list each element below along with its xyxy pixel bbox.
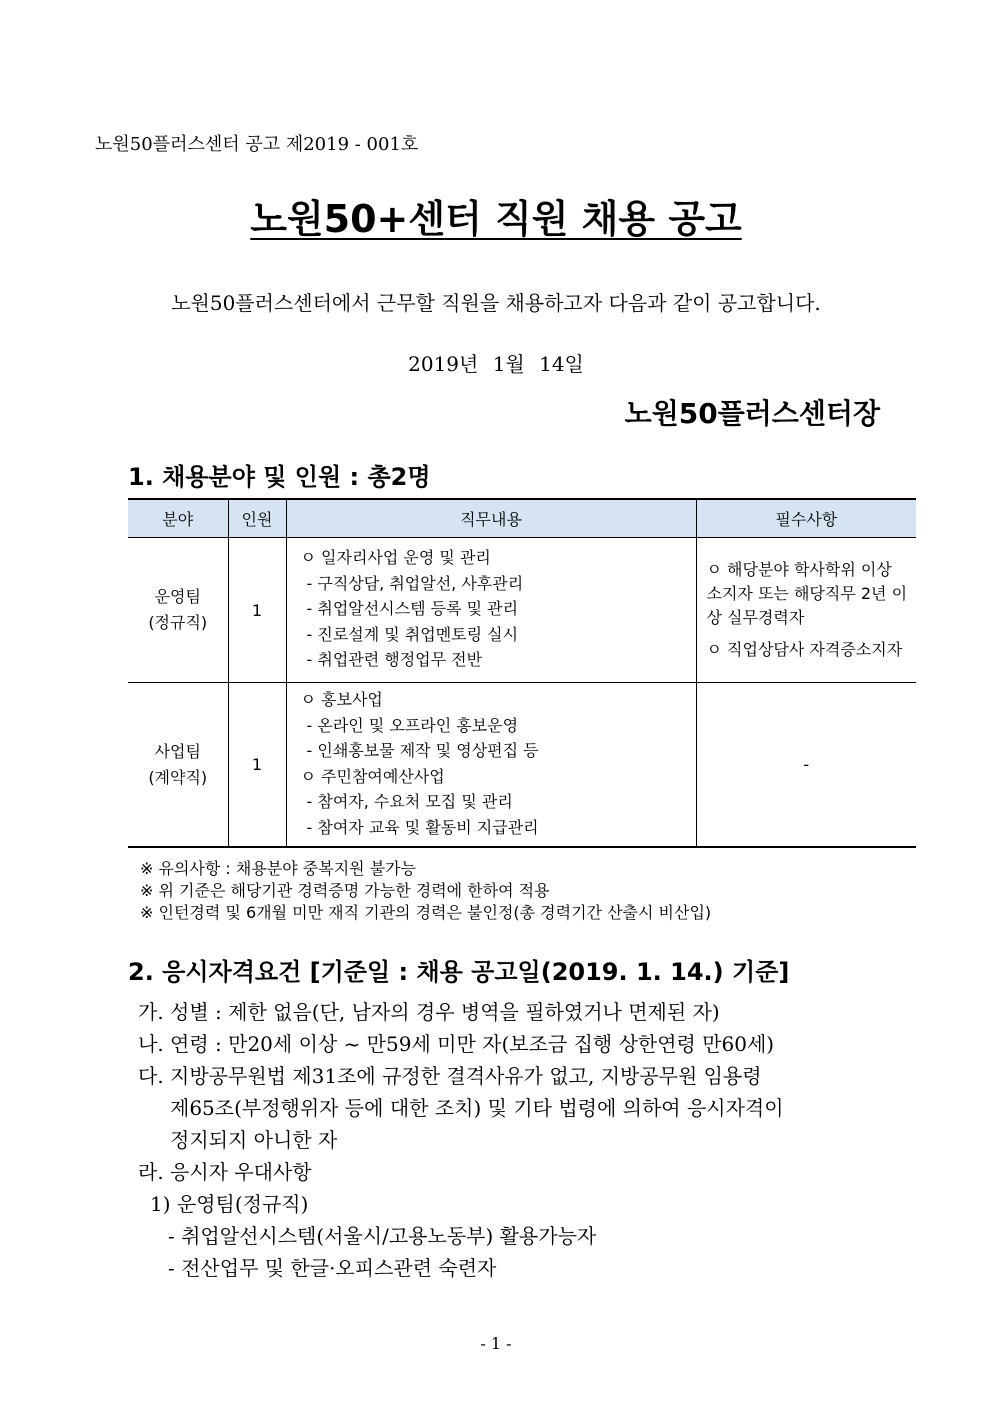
field-type: (계약직) xyxy=(148,767,208,787)
note-item: ※ 유의사항 : 채용분야 중복지원 불가능 xyxy=(140,859,417,878)
preference-item: - 전산업무 및 한글·오피스관련 숙련자 xyxy=(168,1256,497,1280)
duty-item: - 온라인 및 오프라인 홍보운영 xyxy=(306,715,519,735)
requirement-item: ㅇ 직업상담사 자격증소지자 xyxy=(706,640,903,659)
notice-date: 2019년 1월 14일 xyxy=(408,352,584,376)
qualification-item: 나. 연령 : 만20세 이상 ~ 만59세 미만 자(보조금 집행 상한연령 만60세) xyxy=(138,1032,775,1056)
field-type: (정규직) xyxy=(148,613,208,632)
qualification-item-continued: 제65조(부정행위자 등에 대한 조치) 및 기타 법령에 의하여 응시자격이 xyxy=(170,1096,784,1120)
column-header-field: 분야 xyxy=(128,499,228,538)
notice-number: 노원50플러스센터 공고 제2019 - 001호 xyxy=(95,134,419,155)
field-name: 사업팀 xyxy=(154,741,201,761)
note-item: ※ 인턴경력 및 6개월 미만 재직 기관의 경력은 불인정(총 경력기간 산출시 비산입) xyxy=(140,903,712,922)
preference-subheading: 1) 운영팀(정규직) xyxy=(150,1192,309,1216)
table-row xyxy=(128,538,916,683)
requirements-cell xyxy=(696,538,916,683)
column-header-requirements: 필수사항 xyxy=(696,499,916,538)
requirements-cell: - xyxy=(696,683,916,848)
duty-item: - 진로설계 및 취업멘토링 실시 xyxy=(306,624,519,644)
notes-block xyxy=(140,858,711,924)
section1-heading: 1. 채용분야 및 인원 : 총2명 xyxy=(128,463,431,491)
page-title xyxy=(0,188,992,243)
intro-text: 노원50플러스센터에서 근무할 직원을 채용하고자 다음과 같이 공고합니다. xyxy=(171,291,821,315)
duty-item: - 취업관련 행정업무 전반 xyxy=(306,650,483,670)
duties-cell xyxy=(286,538,696,683)
duty-item: ㅇ 주민참여예산사업 xyxy=(300,766,445,786)
field-name: 운영팀 xyxy=(154,587,201,606)
duty-item: - 참여자 교육 및 활동비 지급관리 xyxy=(306,817,539,837)
count-cell: 1 xyxy=(228,538,286,683)
field-cell xyxy=(128,538,228,683)
duty-item: - 참여자, 수요처 모집 및 관리 xyxy=(306,792,513,811)
duty-item: - 인쇄홍보물 제작 및 영상편집 등 xyxy=(306,741,539,760)
column-header-duties: 직무내용 xyxy=(286,499,696,538)
qualification-item: 다. 지방공무원법 제31조에 규정한 결격사유가 없고, 지방공무원 임용령 xyxy=(138,1064,762,1088)
note-item: ※ 위 기준은 해당기관 경력증명 가능한 경력에 한하여 적용 xyxy=(140,881,550,900)
duty-item: ㅇ 홍보사업 xyxy=(300,690,383,709)
duty-item: ㅇ 일자리사업 운영 및 관리 xyxy=(300,548,491,568)
table-header-row xyxy=(128,499,916,538)
duties-cell xyxy=(286,683,696,848)
qualifications-list xyxy=(138,996,784,1284)
qualification-item: 라. 응시자 우대사항 xyxy=(138,1160,312,1184)
table-row xyxy=(128,683,916,848)
count-cell: 1 xyxy=(228,683,286,848)
qualification-item: 가. 성별 : 제한 없음(단, 남자의 경우 병역을 필하였거나 면제된 자) xyxy=(138,1000,720,1024)
column-header-count: 인원 xyxy=(228,499,286,538)
field-cell xyxy=(128,683,228,848)
page-number: - 1 - xyxy=(480,1334,512,1353)
preference-item: - 취업알선시스템(서울시/고용노동부) 활용가능자 xyxy=(168,1224,597,1248)
qualification-item-continued: 정지되지 아니한 자 xyxy=(170,1128,338,1152)
signer: 노원50플러스센터장 xyxy=(624,397,880,430)
duty-item: - 취업알선시스템 등록 및 관리 xyxy=(306,599,519,619)
page-title-text: 노원50+센터 직원 채용 공고 xyxy=(250,197,742,241)
section2-heading: 2. 응시자격요건 [기준일 : 채용 공고일(2019. 1. 14.) 기준] xyxy=(128,958,790,986)
recruitment-table xyxy=(128,498,916,848)
duty-item: - 구직상담, 취업알선, 사후관리 xyxy=(306,573,524,593)
requirement-item: ㅇ 해당분야 학사학위 이상 소지자 또는 해당직무 2년 이상 실무경력자 xyxy=(706,560,908,627)
